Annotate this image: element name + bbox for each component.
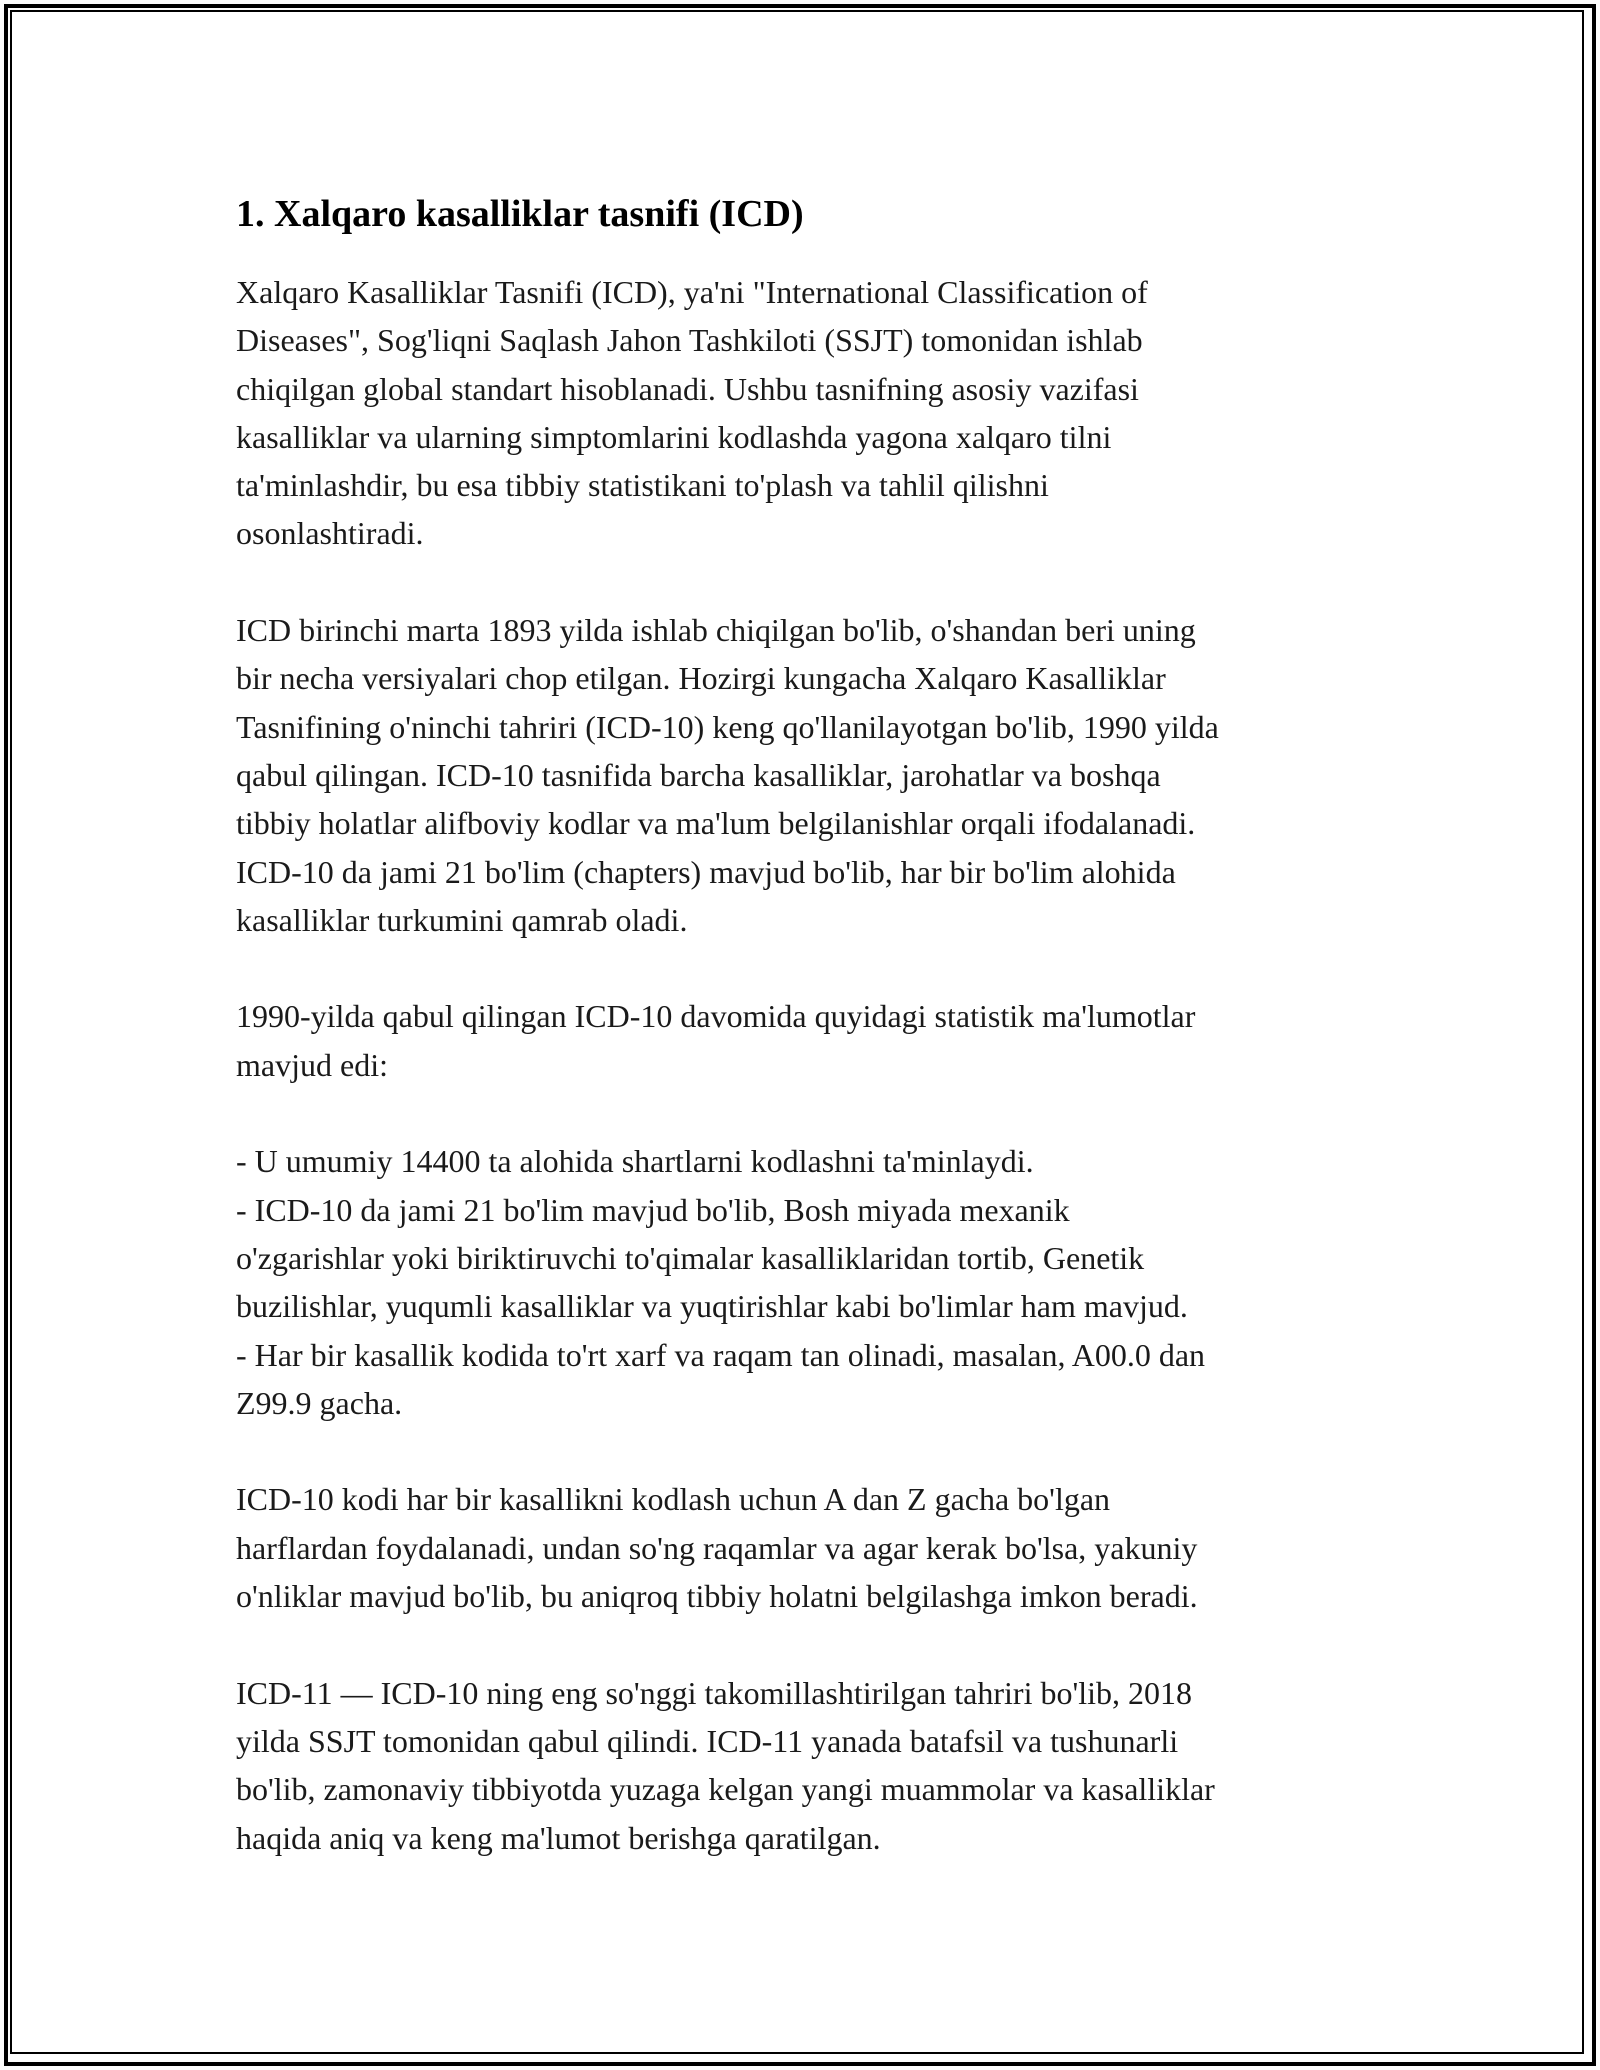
paragraph-icd10-code-format	[236, 1475, 1386, 1620]
text-line: ICD-10 da jami 21 bo'lim (chapters) mavjud bo'lib, har bir bo'lim alohida	[236, 853, 1176, 890]
text-line: qabul qilingan. ICD-10 tasnifida barcha kasalliklar, jarohatlar va boshqa	[236, 756, 1161, 793]
text-line: bir necha versiyalari chop etilgan. Hozirgi kungacha Xalqaro Kasalliklar	[236, 660, 1166, 697]
text-line: ICD-10 kodi har bir kasallikni kodlash uchun A dan Z gacha bo'lgan	[236, 1481, 1111, 1518]
text-line: Z99.9 gacha.	[236, 1384, 403, 1421]
text-line: ta'minlashdir, bu esa tibbiy statistikani to'plash va tahlil qilishni	[236, 467, 1049, 504]
text-line: tibbiy holatlar alifboviy kodlar va ma'lum belgilanishlar orqali ifodalanadi.	[236, 805, 1196, 842]
paragraph-icd10-stats-list	[236, 1137, 1386, 1427]
text-line: 1990-yilda qabul qilingan ICD-10 davomida quyidagi statistik ma'lumotlar	[236, 998, 1196, 1035]
list-item: - Har bir kasallik kodida to'rt xarf va raqam tan olinadi, masalan, A00.0 dan	[236, 1336, 1206, 1373]
text-line: kasalliklar turkumini qamrab oladi.	[236, 901, 688, 938]
text-line: ICD-11 — ICD-10 ning eng so'nggi takomillashtirilgan tahriri bo'lib, 2018	[236, 1674, 1193, 1711]
text-line: Tasnifining o'ninchi tahriri (ICD-10) keng qo'llanilayotgan bo'lib, 1990 yilda	[236, 708, 1219, 745]
text-line: mavjud edi:	[236, 1046, 388, 1083]
text-line: buzilishlar, yuqumli kasalliklar va yuqtirishlar kabi bo'limlar ham mavjud.	[236, 1288, 1188, 1325]
document-body	[236, 190, 1386, 1910]
text-line: o'nliklar mavjud bo'lib, bu aniqroq tibbiy holatni belgilashga imkon beradi.	[236, 1578, 1198, 1615]
paragraph-icd-history	[236, 606, 1386, 944]
text-line: chiqilgan global standart hisoblanadi. Ushbu tasnifning asosiy vazifasi	[236, 370, 1139, 407]
text-line: bo'lib, zamonaviy tibbiyotda yuzaga kelgan yangi muammolar va kasalliklar	[236, 1771, 1215, 1808]
list-item: - ICD-10 da jami 21 bo'lim mavjud bo'lib, Bosh miyada mexanik	[236, 1191, 1070, 1228]
section-heading: 1. Xalqaro kasalliklar tasnifi (ICD)	[236, 193, 804, 235]
text-line: kasalliklar va ularning simptomlarini kodlashda yagona xalqaro tilni	[236, 418, 1112, 455]
list-item: - U umumiy 14400 ta alohida shartlarni kodlashni ta'minlaydi.	[236, 1143, 1034, 1180]
text-line: Diseases", Sog'liqni Saqlash Jahon Tashkiloti (SSJT) tomonidan ishlab	[236, 322, 1143, 359]
text-line: ICD birinchi marta 1893 yilda ishlab chiqilgan bo'lib, o'shandan beri uning	[236, 612, 1196, 649]
paragraph-icd-intro	[236, 268, 1386, 558]
text-line: haqida aniq va keng ma'lumot berishga qaratilgan.	[236, 1819, 881, 1856]
text-line: osonlashtiradi.	[236, 515, 424, 552]
paragraph-icd11	[236, 1669, 1386, 1862]
text-line: yilda SSJT tomonidan qabul qilindi. ICD-11 yanada batafsil va tushunarli	[236, 1722, 1179, 1759]
text-line: Xalqaro Kasalliklar Tasnifi (ICD), ya'ni "International Classification of	[236, 274, 1148, 310]
text-line: harflardan foydalanadi, undan so'ng raqamlar va agar kerak bo'lsa, yakuniy	[236, 1529, 1198, 1566]
text-line: o'zgarishlar yoki biriktiruvchi to'qimalar kasalliklaridan tortib, Genetik	[236, 1239, 1145, 1276]
paragraph-icd10-stats-intro	[236, 992, 1386, 1089]
